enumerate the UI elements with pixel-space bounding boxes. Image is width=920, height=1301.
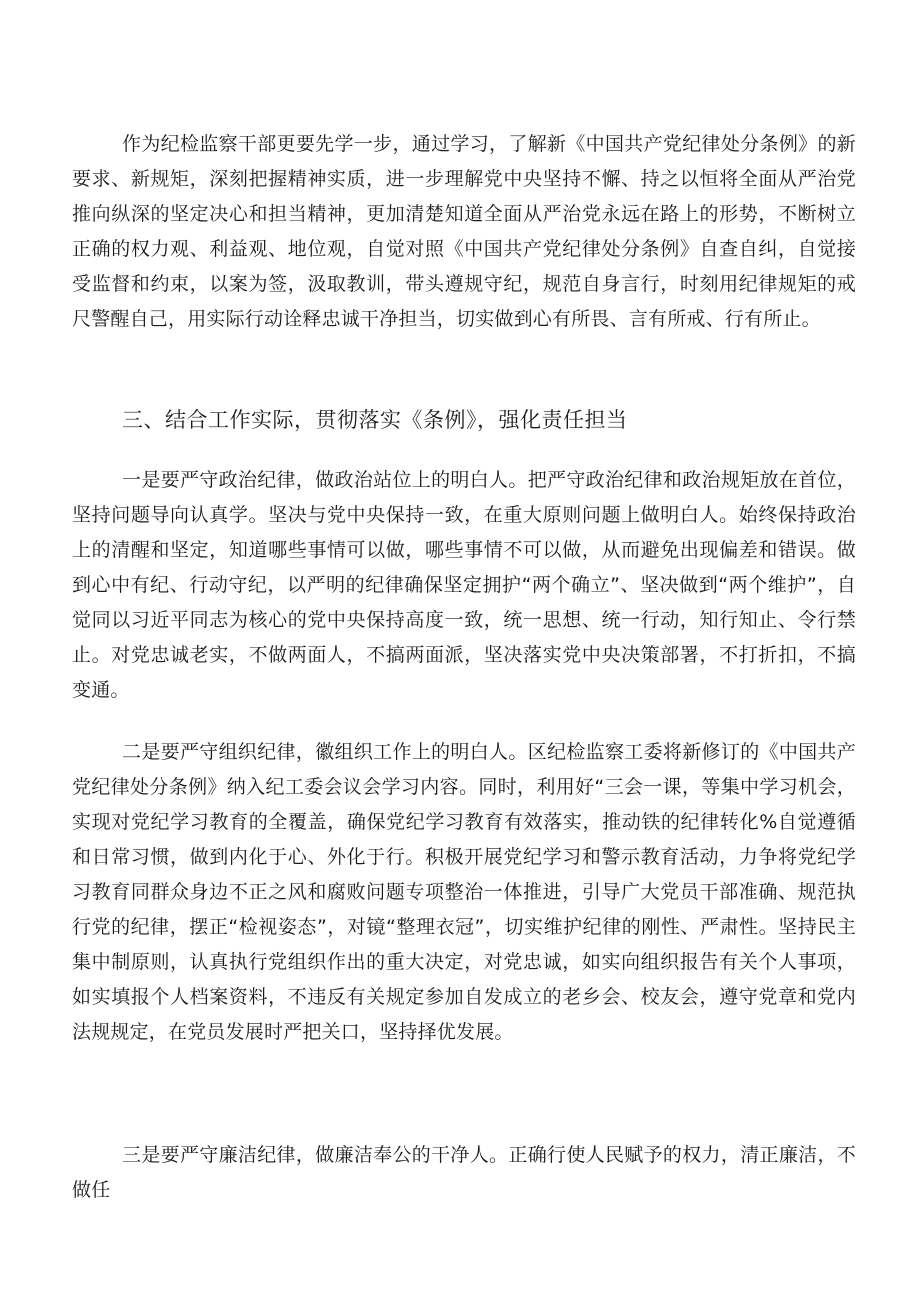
- section-heading-three: 三、结合工作实际，贯彻落实《条例》，强化责任担当: [122, 408, 628, 432]
- paragraph-integrity-discipline: 三是要严守廉洁纪律，做廉洁奉公的干净人。正确行使人民赋予的权力，清正廉洁，不做任: [72, 1144, 856, 1201]
- paragraph-organizational-discipline: 二是要严守组织纪律，徽组织工作上的明白人。区纪检监察工委将新修订的《中国共产党纪律处分条例》纳入纪工委会议会学习内容。同时，利用好“三会一课，等集中学习机会，实现对党纪学习教育的全覆盖，确保党纪学习教育有效落实，推动铁的纪律转化%自觉遵循和日常习惯，做到内化于心、外化于行。积极开展党纪学习和警示教育活动，力争将党纪学习教育同群众身边不正之风和腐败问题专项整治一体推进，引导广大党员干部准确、规范执行党的纪律，摆正“检视姿态”，对镜“整理衣冠”，切实维护纪律的刚性、严肃性。坚持民主集中制原则，认真执行党组织作出的重大决定，对党忠诚，如实向组织报告有关个人事项，如实填报个人档案资料，不违反有关规定参加自发成立的老乡会、校友会，遵守党章和党内法规规定，在党员发展时严把关口，坚持择优发展。: [72, 741, 856, 1043]
- paragraph-political-discipline: 一是要严守政治纪律，做政治站位上的明白人。把严守政治纪律和政治规矩放在首位，坚持问题导向认真学。坚决与党中央保持一致，在重大原则问题上做明白人。始终保持政治上的清醒和坚定，知道哪些事情可以做，哪些事情不可以做，从而避免出现偏差和错误。做到心中有纪、行动守纪，以严明的纪律确保坚定拥护“两个确立”、坚决做到“两个维护”，自觉同以习近平同志为核心的党中央保持高度一致，统一思想、统一行动，知行知止、令行禁止。对党忠诚老实，不做两面人，不搞两面派，坚决落实党中央决策部署，不打折扣，不搞变通。: [72, 469, 856, 701]
- paragraph-study-first: 作为纪检监察干部更要先学一步，通过学习，了解新《中国共产党纪律处分条例》的新要求、新规矩，深刻把握精神实质，进一步理解党中央坚持不懈、持之以恒将全面从严治党推向纵深的坚定决心和担当精神，更加清楚知道全面从严治党永远在路上的形势，不断树立正确的权力观、利益观、地位观，自觉对照《中国共产党纪律处分条例》自查自纠，自觉接受监督和约束，以案为签，汲取教训，带头遵规守纪，规范自身言行，时刻用纪律规矩的戒尺警醒自己，用实际行动诠释忠诚干净担当，切实做到心有所畏、言有所戒、行有所止。: [72, 133, 856, 330]
